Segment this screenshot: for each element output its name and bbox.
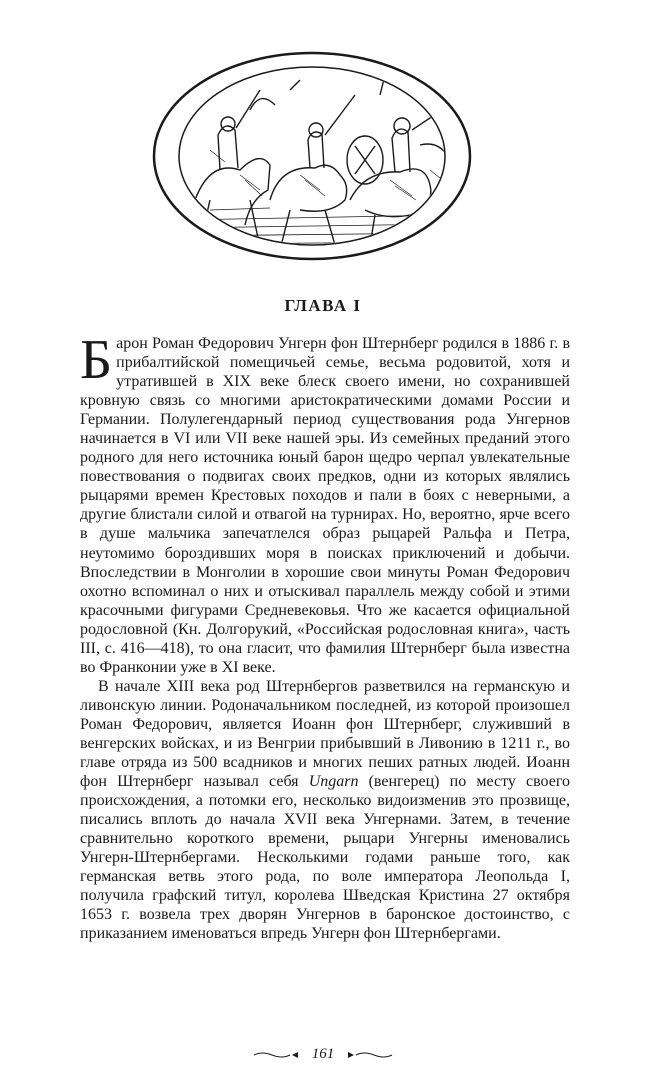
paragraph-2-italic-word: Ungarn [308, 773, 359, 791]
paragraph-1 [80, 329, 570, 677]
drop-cap-letter: Б [80, 329, 113, 391]
left-ornament-icon [252, 1050, 302, 1060]
body-text [80, 329, 570, 944]
page-footer [0, 1046, 646, 1063]
paragraph-2-text-a: В начале XIII века род Штернбергов разветвился на германскую и ливонскую линии. Родоначальником последней, из которой произошел Роман Федорович, является Иоанн фон Штернберг, служивший в венгерских войсках, и из Венгрии прибывший в Ливонию в 1211 г., во главе отряда из 500 всадников и многих пеших ратных людей. Иоанн фон Штернберг называл себя [80, 677, 570, 791]
battle-scene-engraving [170, 60, 460, 260]
paragraph-1-text: арон Роман Федорович Унгерн фон Штернберг родился в 1886 г. в прибалтийской помещичьей семье, весьма родовитой, хотя и утратившей в XIX веке блеск своего имени, но сохранившей кровную связь со многими аристократическими домами России и Германии. Полулегендарный период существования рода Унгернов начинается в VI или VII веке нашей эры. Из семейных преданий этого родного для него источника юный барон щедро черпал увлекательные повествования о подвигах своих предков, одни из которых являлись рыцарями времен Крестовых походов и пали в боях с неверными, а другие блистали силой и отвагой на турнирах. Но, вероятно, ярче всего в душе мальчика запечатлелся образ рыцарей Ральфа и Петра, неутомимо бороздивших моря в поисках приключений и добычи. Впоследствии в Монголии в хорошие свои минуты Роман Федорович охотно вспоминал о них и отыскивал параллель между собой и этими красочными фигурами Средневековья. Что же касается официальной родословной (Кн. Долгорукий, «Российская родословная книга», часть III, с. 416—418), то она гласит, что фамилия Штернберг была известна во Франконии уже в XI веке. [80, 335, 570, 676]
right-ornament-icon [344, 1050, 394, 1060]
paragraph-2 [80, 677, 570, 944]
paragraph-2-text-b: (венгерец) по месту своего происхождения, а потомки его, несколько видоизменив это прозвище, писались вплоть до начала XVII века Унгернами. Затем, в течение сравнительно короткого времени, рыцари Унгерны именовались Унгерн-Штернбергами. Несколькими годами раньше того, как германская ветвь этого рода, по воле императора Леопольда I, получила графский титул, королева Шведская Кристина 27 октября 1653 г. возвела трех дворян Унгернов в баронское достоинство, с приказанием именоваться впредь Унгерн фон Штернбергами. [80, 773, 570, 943]
page-number: 161 [311, 1046, 335, 1062]
chapter-title: ГЛАВА I [284, 296, 362, 315]
chapter-illustration [150, 50, 474, 262]
